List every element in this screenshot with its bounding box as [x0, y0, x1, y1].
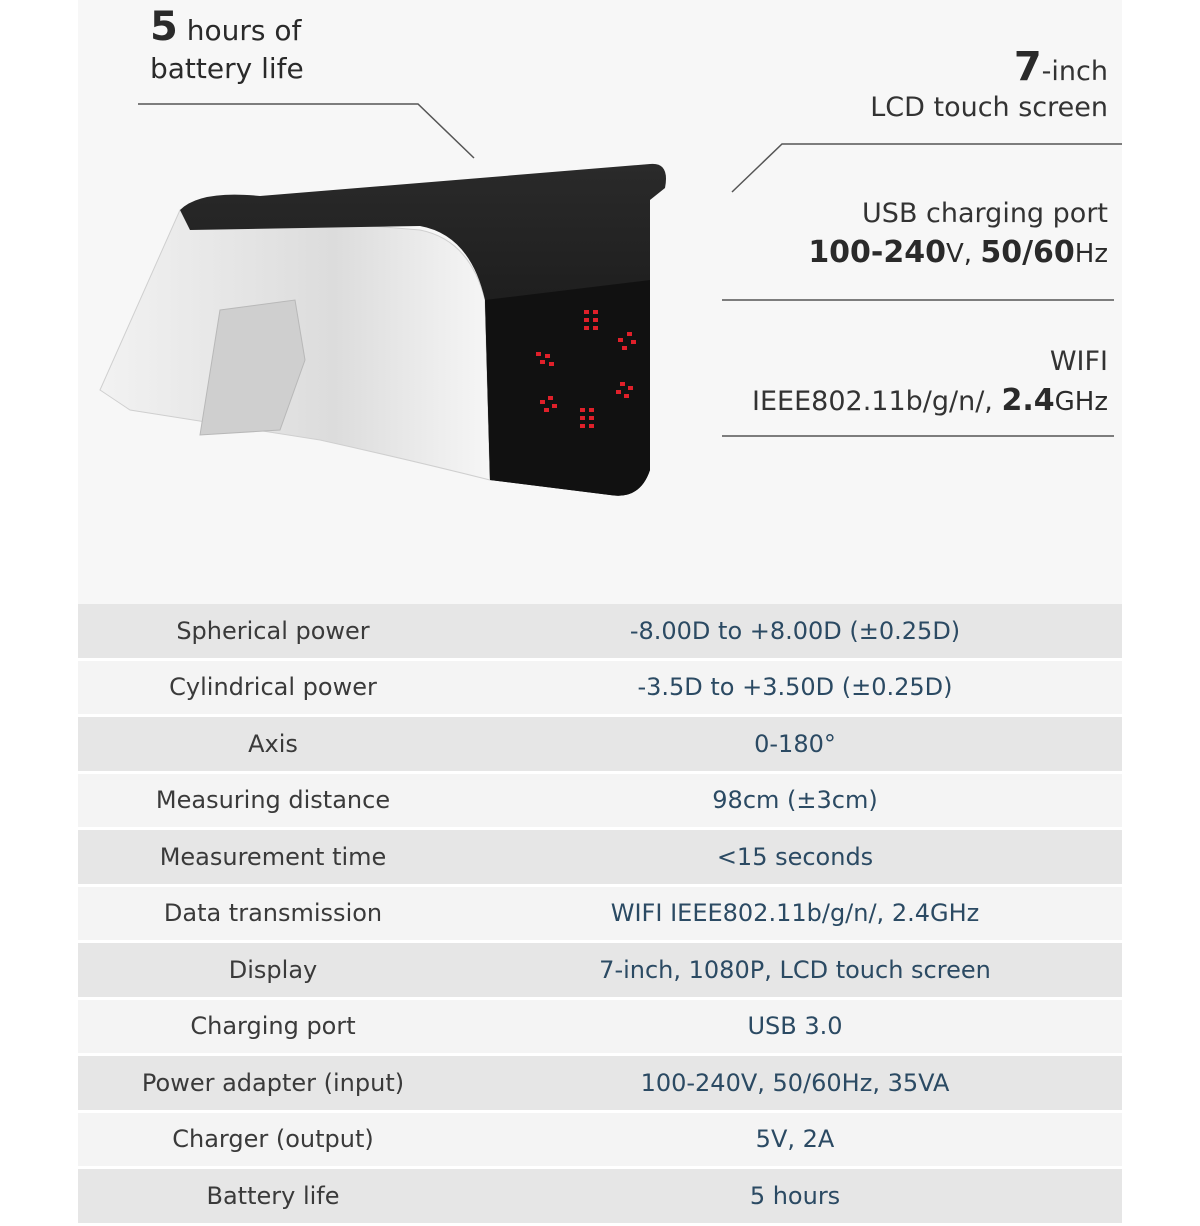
- spec-value: 5V, 2A: [468, 1111, 1122, 1168]
- table-row: [78, 942, 1122, 999]
- table-row: [78, 772, 1122, 829]
- callout-wifi: [752, 346, 1108, 418]
- spec-key: Power adapter (input): [78, 1055, 468, 1112]
- spec-value: -3.5D to +3.50D (±0.25D): [468, 659, 1122, 716]
- voltage-value: 100-240: [808, 235, 947, 270]
- spec-value: 5 hours: [468, 1168, 1122, 1225]
- table-row: [78, 885, 1122, 942]
- wifi-label: WIFI: [1049, 346, 1108, 377]
- wifi-band-unit: GHz: [1054, 387, 1108, 417]
- spec-key: Data transmission: [78, 885, 468, 942]
- callout-battery-life: [150, 4, 304, 85]
- table-row: [78, 1168, 1122, 1225]
- battery-hours-number: 5: [150, 4, 178, 50]
- spec-value: <15 seconds: [468, 829, 1122, 886]
- table-row: [78, 829, 1122, 886]
- spec-value: 0-180°: [468, 716, 1122, 773]
- spec-key: Charger (output): [78, 1111, 468, 1168]
- spec-value: -8.00D to +8.00D (±0.25D): [468, 604, 1122, 659]
- spec-value: WIFI IEEE802.11b/g/n/, 2.4GHz: [468, 885, 1122, 942]
- table-row: [78, 998, 1122, 1055]
- frequency-unit: Hz: [1074, 239, 1108, 269]
- spec-value: USB 3.0: [468, 998, 1122, 1055]
- battery-life-label: battery life: [150, 52, 304, 85]
- wifi-band-value: 2.4: [1001, 383, 1055, 418]
- table-row: [78, 1055, 1122, 1112]
- spec-key: Measurement time: [78, 829, 468, 886]
- spec-key: Axis: [78, 716, 468, 773]
- screen-size-unit: -inch: [1041, 56, 1108, 87]
- spec-value: 98cm (±3cm): [468, 772, 1122, 829]
- spec-value: 100-240V, 50/60Hz, 35VA: [468, 1055, 1122, 1112]
- spec-value: 7-inch, 1080P, LCD touch screen: [468, 942, 1122, 999]
- table-row: [78, 659, 1122, 716]
- battery-hours-text: hours of: [177, 14, 302, 47]
- spec-key: Spherical power: [78, 604, 468, 659]
- wifi-standard: IEEE802.11b/g/n/,: [752, 386, 1002, 417]
- spec-key: Battery life: [78, 1168, 468, 1225]
- refractometer-device-illustration: [90, 160, 700, 510]
- spec-key: Cylindrical power: [78, 659, 468, 716]
- table-row: [78, 1111, 1122, 1168]
- callout-screen: [870, 44, 1108, 123]
- voltage-unit: V,: [946, 239, 981, 269]
- table-row: [78, 604, 1122, 659]
- usb-port-label: USB charging port: [862, 198, 1108, 229]
- specifications-table: [78, 604, 1122, 1226]
- spec-key: Charging port: [78, 998, 468, 1055]
- frequency-value: 50/60: [980, 235, 1075, 270]
- spec-key: Display: [78, 942, 468, 999]
- screen-size-number: 7: [1013, 44, 1042, 90]
- screen-type-label: LCD touch screen: [870, 92, 1108, 123]
- spec-key: Measuring distance: [78, 772, 468, 829]
- callout-usb-charging: [808, 198, 1108, 270]
- table-row: [78, 716, 1122, 773]
